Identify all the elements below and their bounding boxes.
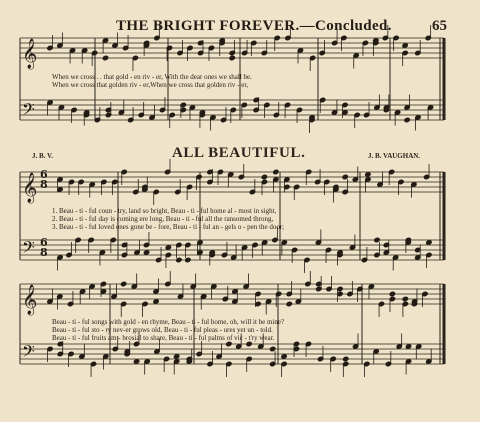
clef-glyph: 𝄢 bbox=[22, 237, 35, 261]
song-credit-right: J. B. VAUGHAN. bbox=[368, 152, 421, 160]
song-title: ALL BEAUTIFUL. bbox=[172, 145, 306, 161]
page-number: 65 bbox=[432, 18, 447, 34]
verse-top-line-2: 2. Beau - ti - ful day is coming ere long, Beau - ti - ful all the ransomed throng, bbox=[52, 215, 274, 223]
clef-glyph: 𝄞 bbox=[22, 173, 38, 203]
svg-text:6: 6 bbox=[40, 168, 48, 181]
svg-text:8: 8 bbox=[40, 178, 48, 191]
verse-bottom-line-3: Beau - ti - ful fruits am - brosial to share, Beau - ti - ful palms of vic - t'ry wear. bbox=[52, 334, 275, 342]
verse-top-line-3: 3. Beau - ti - ful loved ones gone be - fore, Beau - ti - ful an - gels o - pen the door; bbox=[52, 223, 285, 231]
svg-text:8: 8 bbox=[40, 246, 48, 259]
clef-glyph: 𝄢 bbox=[22, 99, 35, 123]
first-song-lyric-line-1: When we cross . . that gold - en riv - er, With the dear ones we shall be. bbox=[52, 73, 252, 81]
clef-glyph: 𝄞 bbox=[22, 285, 38, 315]
svg-text:6: 6 bbox=[40, 236, 48, 249]
staff-6 bbox=[20, 344, 444, 364]
verse-bottom-line-2: Beau - ti - ful sto - ry nev-er grows old, Beau - ti - ful pleas - ures yet un - told. bbox=[52, 326, 273, 334]
page-header-title: THE BRIGHT FOREVER.—Concluded. bbox=[116, 18, 392, 34]
first-song-lyric-line-2: When we cross that golden riv - er,When we cross that golden riv - er, bbox=[52, 81, 249, 89]
clef-glyph: 𝄢 bbox=[22, 341, 35, 365]
song-credit-left: J. B. V. bbox=[32, 152, 53, 160]
clef-glyph: 𝄞 bbox=[22, 39, 38, 69]
verse-top-line-1: 1. Beau - ti - ful coun - try, land so bright, Beau - ti - ful home al - most in sight, bbox=[52, 207, 277, 215]
verse-bottom-line-1: Beau - ti - ful songs with gold - en rhyme, Beau - ti - ful home, oh, will it be mine? bbox=[52, 318, 285, 326]
